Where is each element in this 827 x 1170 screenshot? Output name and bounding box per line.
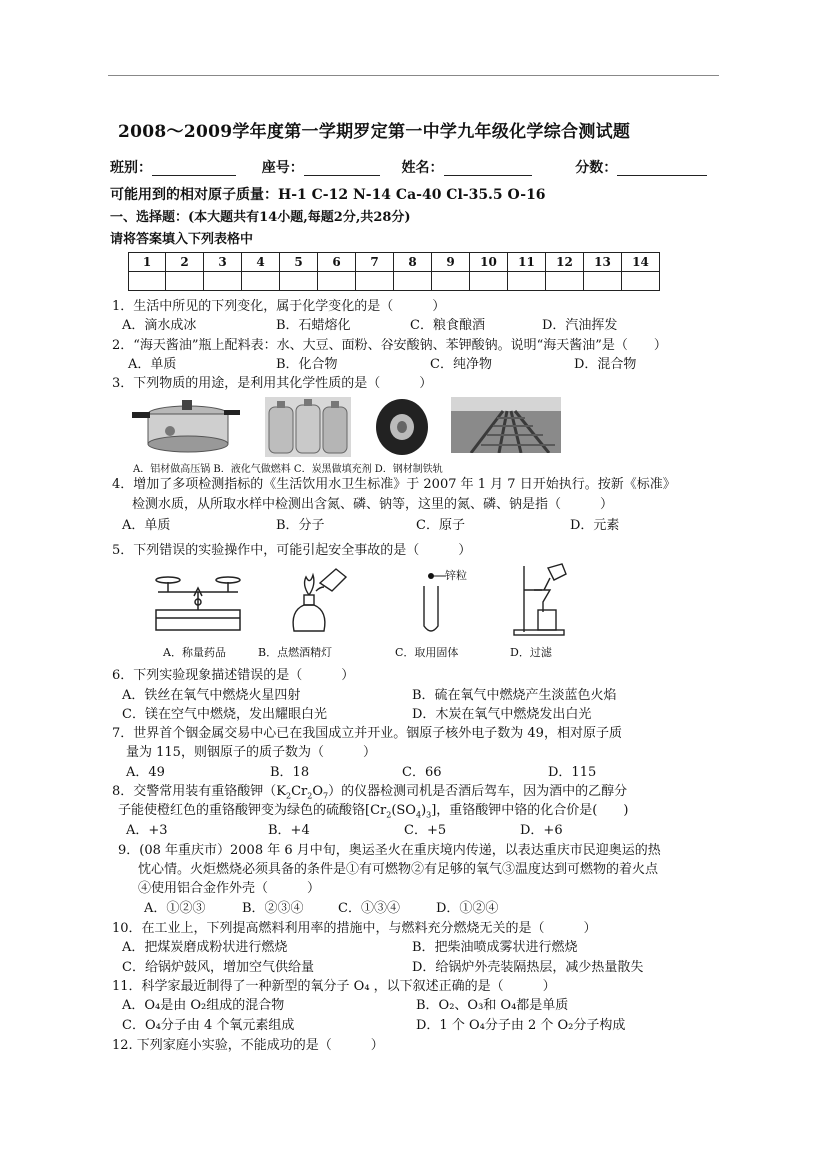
q10-stem: 10．在工业上，下列提高燃料利用率的措施中，与燃料充分燃烧无关的是（ ） [112,921,597,936]
q1-stem: 1．生活中所见的下列变化，属于化学变化的是（ ） [112,299,446,314]
section-heading: 一、选择题：(本大题共有14小题,每题2分,共28分) [110,210,411,225]
q8-opt-d: D．+6 [520,823,563,838]
zinc-label: 锌粒 [445,569,467,582]
answer-cell[interactable] [129,272,166,291]
score-label: 分数： [575,160,618,176]
q11-opt-c: C．O₄分子由 4 个氧元素组成 [122,1018,295,1033]
q9-opt-b: B．②③④ [242,901,304,916]
q1-opt-d: D．汽油挥发 [542,318,618,333]
q4-line1: 4．增加了多项检测指标的《生活饮用水卫生标准》于 2007 年 1 月 7 日开始执行。按新《标准》 [112,477,676,492]
q9-line2: 忱心情。火炬燃烧必须具备的条件是①有可燃物②有足够的氧气③温度达到可燃物的着火点 [138,862,659,877]
q3-stem: 3．下列物质的用途，是利用其化学性质的是（ ） [112,376,433,391]
q8-line1-start: 8．交警常用装有重铬酸钾（K [112,784,286,799]
answer-num: 13 [584,253,622,272]
q7-opt-a: A．49 [126,765,165,780]
q2-stem: 2．“海天酱油”瓶上配料表：水、大豆、面粉、谷安酸钠、苯钾酸钠。说明“海天酱油”是（ ） [112,338,667,353]
answer-num: 7 [356,253,394,272]
q1-opt-b: B．石蜡熔化 [276,318,351,333]
q8-line2-start: 子能使橙红色的重铬酸钾变为绿色的硫酸铬[Cr [118,803,387,818]
q6-opt-c: C．镁在空气中燃烧，发出耀眼白光 [122,707,327,722]
student-info-row [110,160,707,176]
q1-opt-c: C．粮食酿酒 [410,318,485,333]
answer-cell[interactable] [470,272,508,291]
q5-stem: 5．下列错误的实验操作中，可能引起安全事故的是（ ） [112,543,472,558]
q5-caption-b: B．点燃酒精灯 [258,646,333,659]
q5-caption-d: D．过滤 [510,646,552,659]
filtration-setup-image [508,562,576,638]
seat-field[interactable] [304,161,380,176]
q6-opt-a: A．铁丝在氧气中燃烧火星四射 [122,688,301,703]
q7-opt-b: B．18 [270,765,310,780]
answer-table [128,252,660,291]
answer-table-blank-row[interactable] [129,272,660,291]
answer-num: 6 [318,253,356,272]
q7-line1: 7．世界首个铟金属交易中心已在我国成立并开业。铟原子核外电子数为 49，相对原子质 [112,726,622,741]
answer-cell[interactable] [508,272,546,291]
q2-opt-c: C．纯净物 [430,357,492,372]
q8-line1: 8．交警常用装有重铬酸钾$(K_2Cr_2O_7)$的仪器检测司机是否酒后驾车，因为酒中的乙醇分 [112,784,628,801]
pressure-cooker-image [130,396,242,458]
q6-stem: 6．下列实验现象描述错误的是（ ） [112,668,355,683]
q9-line1: 9．(08 年重庆市）2008 年 6 月中旬，奥运圣火在重庆境内传递，以表达重庆市民迎奥运的热 [118,843,661,858]
q10-opt-d: D．给锅炉外壳装隔热层，减少热量散失 [412,960,644,975]
q8-line2: 子能使橙红色的重铬酸钾变为绿色的硫酸铬$[Cr_2(SO_4)_3]$，重铬酸钾中铬的化合价是( ) [118,803,629,820]
q2-opt-b: B．化合物 [276,357,338,372]
q7-opt-c: C．66 [402,765,442,780]
q3-captions: A．铝材做高压锅 B．液化气做燃料 C．炭黑做填充剂 D．钢材制铁轨 [133,464,443,475]
q11-opt-a: A．O₄是由 O₂组成的混合物 [122,998,285,1013]
name-field[interactable] [444,161,532,176]
tire-image [370,397,434,457]
header-rule [108,75,719,76]
q9-opt-d: D．①②④ [436,901,499,916]
q10-opt-a: A．把煤炭磨成粉状进行燃烧 [122,940,288,955]
q11-opt-d: D．1 个 O₄分子由 2 个 O₂分子构成 [416,1018,626,1033]
q9-opt-c: C．①③④ [338,901,400,916]
q1-opt-a: A．滴水成冰 [122,318,197,333]
answer-num: 1 [129,253,166,272]
answer-num: 14 [622,253,660,272]
q6-opt-d: D．木炭在氧气中燃烧发出白光 [412,707,592,722]
answer-cell[interactable] [584,272,622,291]
answer-cell[interactable] [394,272,432,291]
answer-num: 8 [394,253,432,272]
q4-opt-a: A．单质 [122,518,171,533]
q4-opt-c: C．原子 [416,518,465,533]
class-label: 班别： [110,160,152,176]
q7-line2: 量为 115，则铟原子的质子数为（ ） [126,745,376,760]
answer-cell[interactable] [356,272,394,291]
alcohol-lamp-image [280,565,350,637]
q8-opt-c: C．+5 [404,823,447,838]
q7-opt-d: D．115 [548,765,597,780]
q5-caption-a: A．称量药品 [163,646,226,659]
balance-scale-image [148,568,248,636]
q8-line2-end: ]，重铬酸钾中铬的化合价是( ) [431,803,629,818]
railway-tracks-image [451,397,561,453]
name-label: 姓名： [401,160,444,176]
q12-stem: 12. 下列家庭小实验，不能成功的是（ ） [112,1038,384,1053]
answer-cell[interactable] [318,272,356,291]
q6-opt-b: B．硫在氧气中燃烧产生淡蓝色火焰 [412,688,617,703]
q9-opt-a: A．①②③ [144,901,206,916]
q9-line3: ④使用铝合金作外壳（ ） [138,881,321,896]
answer-num: 9 [432,253,470,272]
answer-cell[interactable] [432,272,470,291]
q4-opt-b: B．分子 [276,518,325,533]
page-title: 2008～2009学年度第一学期罗定第一中学九年级化学综合测试题 [118,122,631,142]
q11-opt-b: B．O₂、O₃和 O₄都是单质 [416,998,569,1013]
answer-cell[interactable] [546,272,584,291]
q2-opt-d: D．混合物 [574,357,637,372]
answer-num: 5 [280,253,318,272]
answer-num: 4 [242,253,280,272]
q8-line1-end: ）的仪器检测司机是否酒后驾车，因为酒中的乙醇分 [328,784,628,799]
q2-opt-a: A．单质 [128,357,177,372]
q10-opt-c: C．给锅炉鼓风，增加空气供给量 [122,960,314,975]
table-note: 请将答案填入下列表格中 [110,232,254,247]
q10-opt-b: B．把柴油喷成雾状进行燃烧 [412,940,578,955]
answer-cell[interactable] [280,272,318,291]
q5-caption-c: C．取用固体 [395,646,459,659]
answer-cell[interactable] [622,272,660,291]
answer-cell[interactable] [204,272,242,291]
q8-opt-a: A．+3 [126,823,168,838]
answer-num: 2 [166,253,204,272]
q4-opt-d: D．元素 [570,518,620,533]
class-field[interactable] [152,161,236,176]
answer-table-header [129,253,660,272]
answer-num: 12 [546,253,584,272]
q4-line2: 检测水质，从所取水样中检测出含氮、磷、钠等，这里的氮、磷、钠是指（ ） [132,497,614,512]
gas-cylinders-image [265,397,351,457]
answer-num: 10 [470,253,508,272]
answer-num: 3 [204,253,242,272]
q8-opt-b: B．+4 [268,823,310,838]
answer-num: 11 [508,253,546,272]
answer-cell[interactable] [166,272,204,291]
score-field[interactable] [617,161,707,176]
seat-label: 座号： [261,160,304,176]
answer-cell[interactable] [242,272,280,291]
atomic-mass-line: 可能用到的相对原子质量：H-1 C-12 N-14 Ca-40 Cl-35.5 O-16 [110,187,546,203]
q11-stem: 11．科学家最近制得了一种新型的氧分子 O₄ ，以下叙述正确的是（ ） [112,979,556,994]
